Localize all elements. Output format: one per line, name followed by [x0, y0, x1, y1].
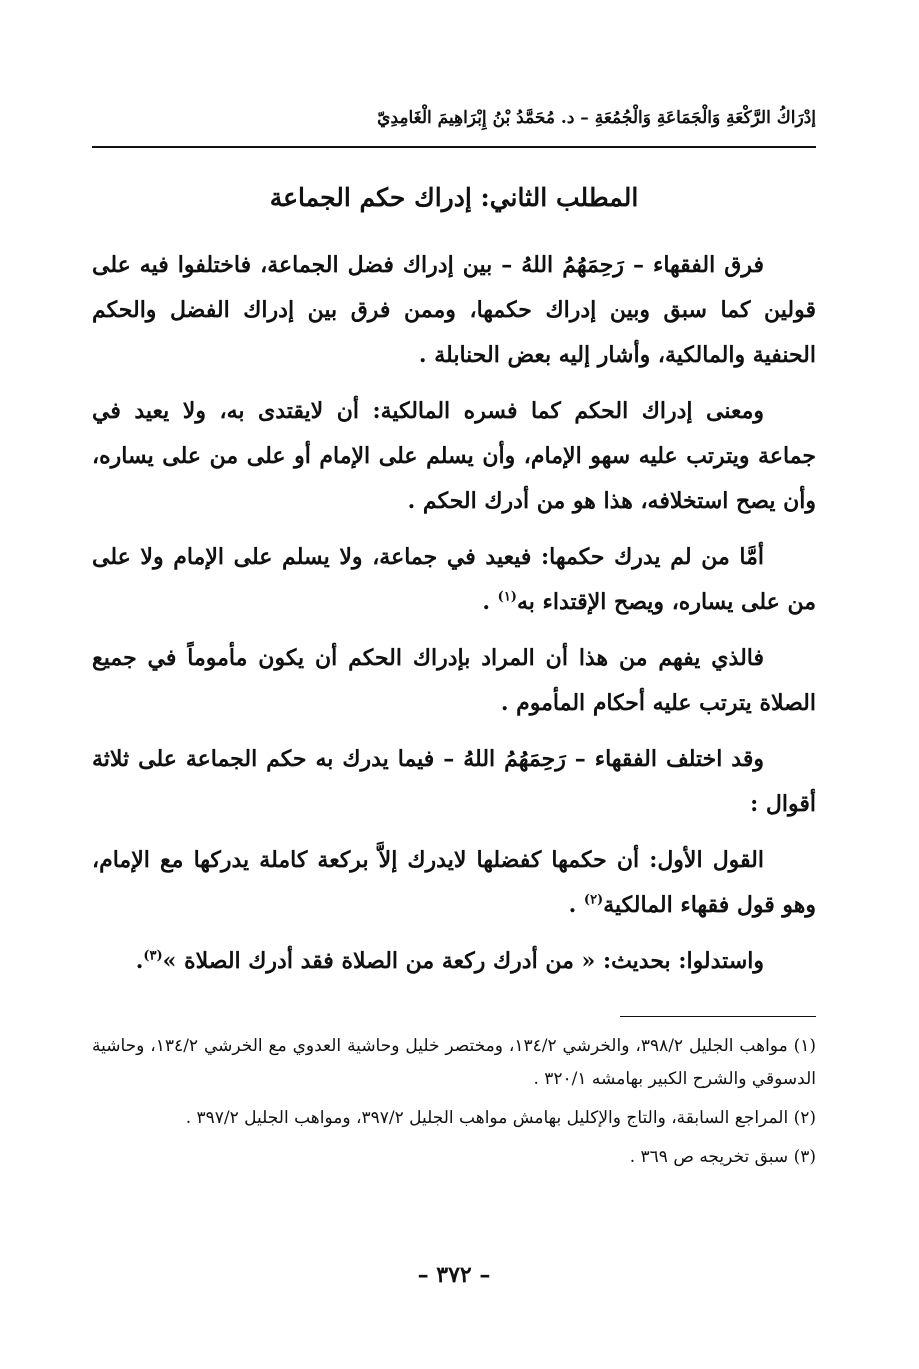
paragraph: [92, 838, 816, 928]
paragraph-text: فالذي يفهم من هذا أن المراد بإدراك الحكم أن يكون مأموماً في جميع الصلاة يترتب عليه أحكام المأموم .: [92, 645, 816, 716]
paragraph-text: فرق الفقهاء – رَحِمَهُمُ اللهُ – بين إدراك فضل الجماعة، فاختلفوا فيه على قولين كما سبق وبين إدراك حكمها، وممن فرق بين إدراك الفضل والحكم الحنفية والمالكية، وأشار إليه بعض الحنابلة .: [92, 252, 816, 368]
footnote-1: (١) مواهب الجليل ٣٩٨/٢، والخرشي ١٣٤/٢، ومختصر خليل وحاشية العدوي مع الخرشي ١٣٤/٢، وحاشية الدسوقي والشرح الكبير بهامشه ٣٢٠/١ .: [92, 1036, 816, 1089]
paragraph: [92, 243, 816, 378]
header-rule: [92, 146, 816, 148]
paragraph-tail: .: [568, 892, 584, 918]
footnote-ref-3: (٣): [143, 948, 163, 964]
running-header: إدْرَاكُ الرَّكْعَةِ وَالْجَمَاعَةِ وَالْجُمُعَةِ – د. مُحَمَّدُ بْنُ إِبْرَاهِيمَ الْغَامِدِيّ: [377, 108, 816, 128]
footnote-separator: [620, 1016, 816, 1017]
page-number: – ٣٧٢ –: [417, 1262, 491, 1288]
paragraph-text: ومعنى إدراك الحكم كما فسره المالكية: أن لايقتدى به، ولا يعيد في جماعة ويترتب عليه سهو الإمام، وأن يسلم على الإمام أو على من على يساره، وأن يصح استخلافه، هذا هو من أدرك الحكم .: [92, 398, 816, 514]
paragraph: [92, 389, 816, 524]
paragraph: [92, 636, 816, 726]
paragraph-text: القول الأول: أن حكمها كفضلها لايدرك إلاَّ بركعة كاملة يدركها مع الإمام، وهو قول فقهاء المالكية: [92, 847, 816, 918]
paragraph-text: أمَّا من لم يدرك حكمها: فيعيد في جماعة، ولا يسلم على الإمام ولا على من على يساره، ويصح الإقتداء به: [92, 544, 816, 615]
paragraph: [92, 939, 816, 984]
paragraph: [92, 535, 816, 625]
footnotes: [92, 1030, 816, 1180]
paragraph-tail: .: [135, 948, 144, 974]
section-title: المطلب الثاني: إدراك حكم الجماعة: [269, 183, 639, 212]
footnote-ref-2: (٢): [583, 892, 604, 908]
paragraph-tail: .: [482, 589, 498, 615]
paragraph-text: وقد اختلف الفقهاء – رَحِمَهُمُ اللهُ – فيما يدرك به حكم الجماعة على ثلاثة أقوال :: [92, 746, 816, 817]
footnote-2: (٢) المراجع السابقة، والتاج والإكليل بهامش مواهب الجليل ٣٩٧/٢، ومواهب الجليل ٣٩٧/٢ .: [185, 1108, 816, 1128]
footnote-ref-1: (١): [497, 589, 517, 605]
body-text: [92, 243, 816, 995]
paragraph-text: واستدلوا: بحديث: « من أدرك ركعة من الصلاة فقد أدرك الصلاة »: [162, 948, 764, 974]
paragraph: [92, 737, 816, 827]
footnote-3: (٣) سبق تخريجه ص ٣٦٩ .: [629, 1147, 816, 1167]
